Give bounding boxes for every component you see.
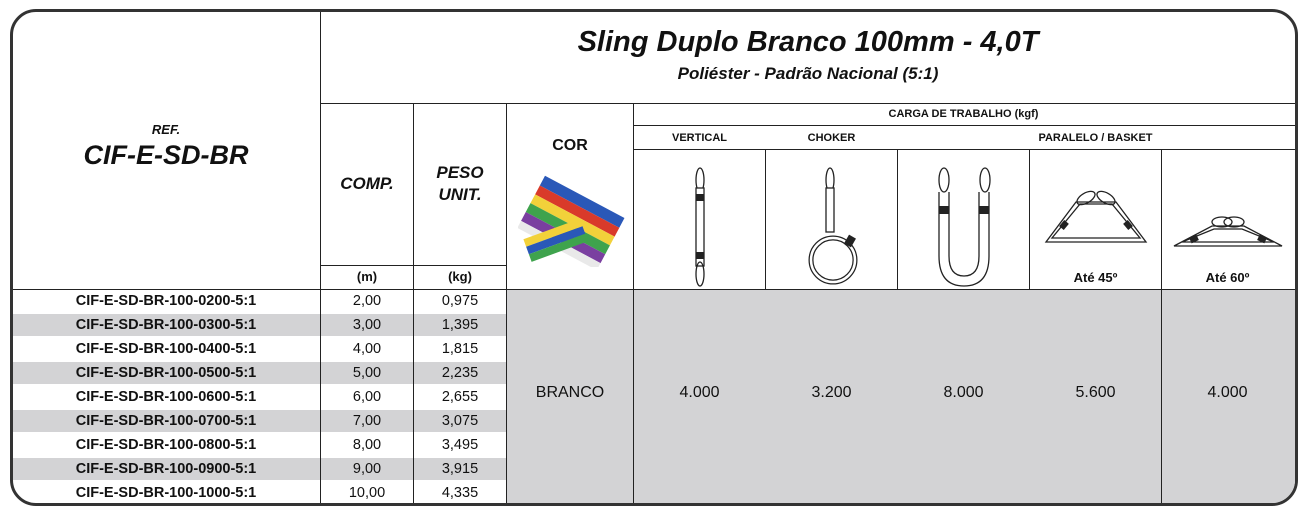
row-code: CIF-E-SD-BR-100-1000-5:1 [75,485,257,501]
choker-sling-icon [798,164,868,290]
row-peso: 0,975 [441,293,479,309]
table-row [13,458,507,480]
row-comp: 9,00 [352,461,382,477]
divider-v-choker [897,149,898,290]
basket-60-icon [1168,208,1288,258]
row-peso: 2,235 [441,365,479,381]
row-comp: 8,00 [352,437,382,453]
table-row [13,314,507,336]
divider-v-vertical [765,149,766,290]
table-row [13,410,507,432]
row-code: CIF-E-SD-BR-100-0400-5:1 [75,341,257,357]
table-row [13,434,507,456]
row-code: CIF-E-SD-BR-100-0600-5:1 [75,389,257,405]
row-peso: 3,495 [441,437,479,453]
cor-header: COR [552,137,588,154]
table-row [13,386,507,408]
comp-header: COMP. [340,174,394,193]
carga-header: CARGA DE TRABALHO (kgf) [888,108,1039,120]
ref-code: CIF-E-SD-BR [83,140,249,170]
row-code: CIF-E-SD-BR-100-0700-5:1 [75,413,257,429]
paralelo-value: 8.000 [943,384,984,401]
table-row [13,362,507,384]
vertical-header: VERTICAL [672,132,727,144]
row-code: CIF-E-SD-BR-100-0800-5:1 [75,437,257,453]
vertical-value: 4.000 [679,384,720,401]
divider-v-basket [1029,149,1030,290]
divider-v-45 [1161,149,1162,506]
row-peso: 4,335 [441,485,479,501]
row-comp: 7,00 [352,413,382,429]
angle-45-label: Até 45º [1073,270,1118,285]
table-row [13,482,507,504]
unit-kg: (kg) [448,269,472,284]
row-peso: 3,915 [441,461,479,477]
divider-v-cor [633,103,634,506]
divider-h-title [320,103,1295,104]
basket-45-icon [1038,184,1153,254]
row-peso: 1,815 [441,341,479,357]
ref-label: REF. [151,122,181,137]
choker-header: CHOKER [807,132,856,144]
row-peso: 2,655 [441,389,479,405]
choker-value: 3.200 [811,384,852,401]
divider-h-header-bottom [13,289,1295,290]
basket-45-value: 5.600 [1075,384,1116,401]
divider-v-peso [506,103,507,506]
product-table [10,9,1298,506]
divider-v-ref [320,12,321,506]
divider-h-units [320,265,507,266]
row-comp: 6,00 [352,389,382,405]
divider-h-carga [633,125,1295,126]
table-row [13,338,507,360]
color-swatch-image [518,172,628,267]
row-comp: 5,00 [352,365,382,381]
row-comp: 10,00 [348,485,386,501]
row-code: CIF-E-SD-BR-100-0900-5:1 [75,461,257,477]
row-peso: 3,075 [441,413,479,429]
basket-60-value: 4.000 [1207,384,1248,401]
row-code: CIF-E-SD-BR-100-0200-5:1 [75,293,257,309]
divider-v-comp [413,103,414,506]
peso-header-line2: UNIT. [438,185,482,204]
vertical-sling-icon [673,164,727,290]
divider-h-subheaders [633,149,1295,150]
product-title: Sling Duplo Branco 100mm - 4,0T [577,26,1039,58]
row-comp: 4,00 [352,341,382,357]
row-comp: 2,00 [352,293,382,309]
peso-header-line1: PESO [436,163,484,182]
unit-m: (m) [356,269,378,284]
cor-value: BRANCO [535,384,605,401]
angle-60-label: Até 60º [1205,270,1250,285]
row-comp: 3,00 [352,317,382,333]
row-code: CIF-E-SD-BR-100-0300-5:1 [75,317,257,333]
basket-sling-icon [928,164,1003,290]
table-row [13,290,507,312]
row-peso: 1,395 [441,317,479,333]
product-subtitle: Poliéster - Padrão Nacional (5:1) [677,64,939,83]
row-code: CIF-E-SD-BR-100-0500-5:1 [75,365,257,381]
paralelo-header: PARALELO / BASKET [1038,132,1153,144]
